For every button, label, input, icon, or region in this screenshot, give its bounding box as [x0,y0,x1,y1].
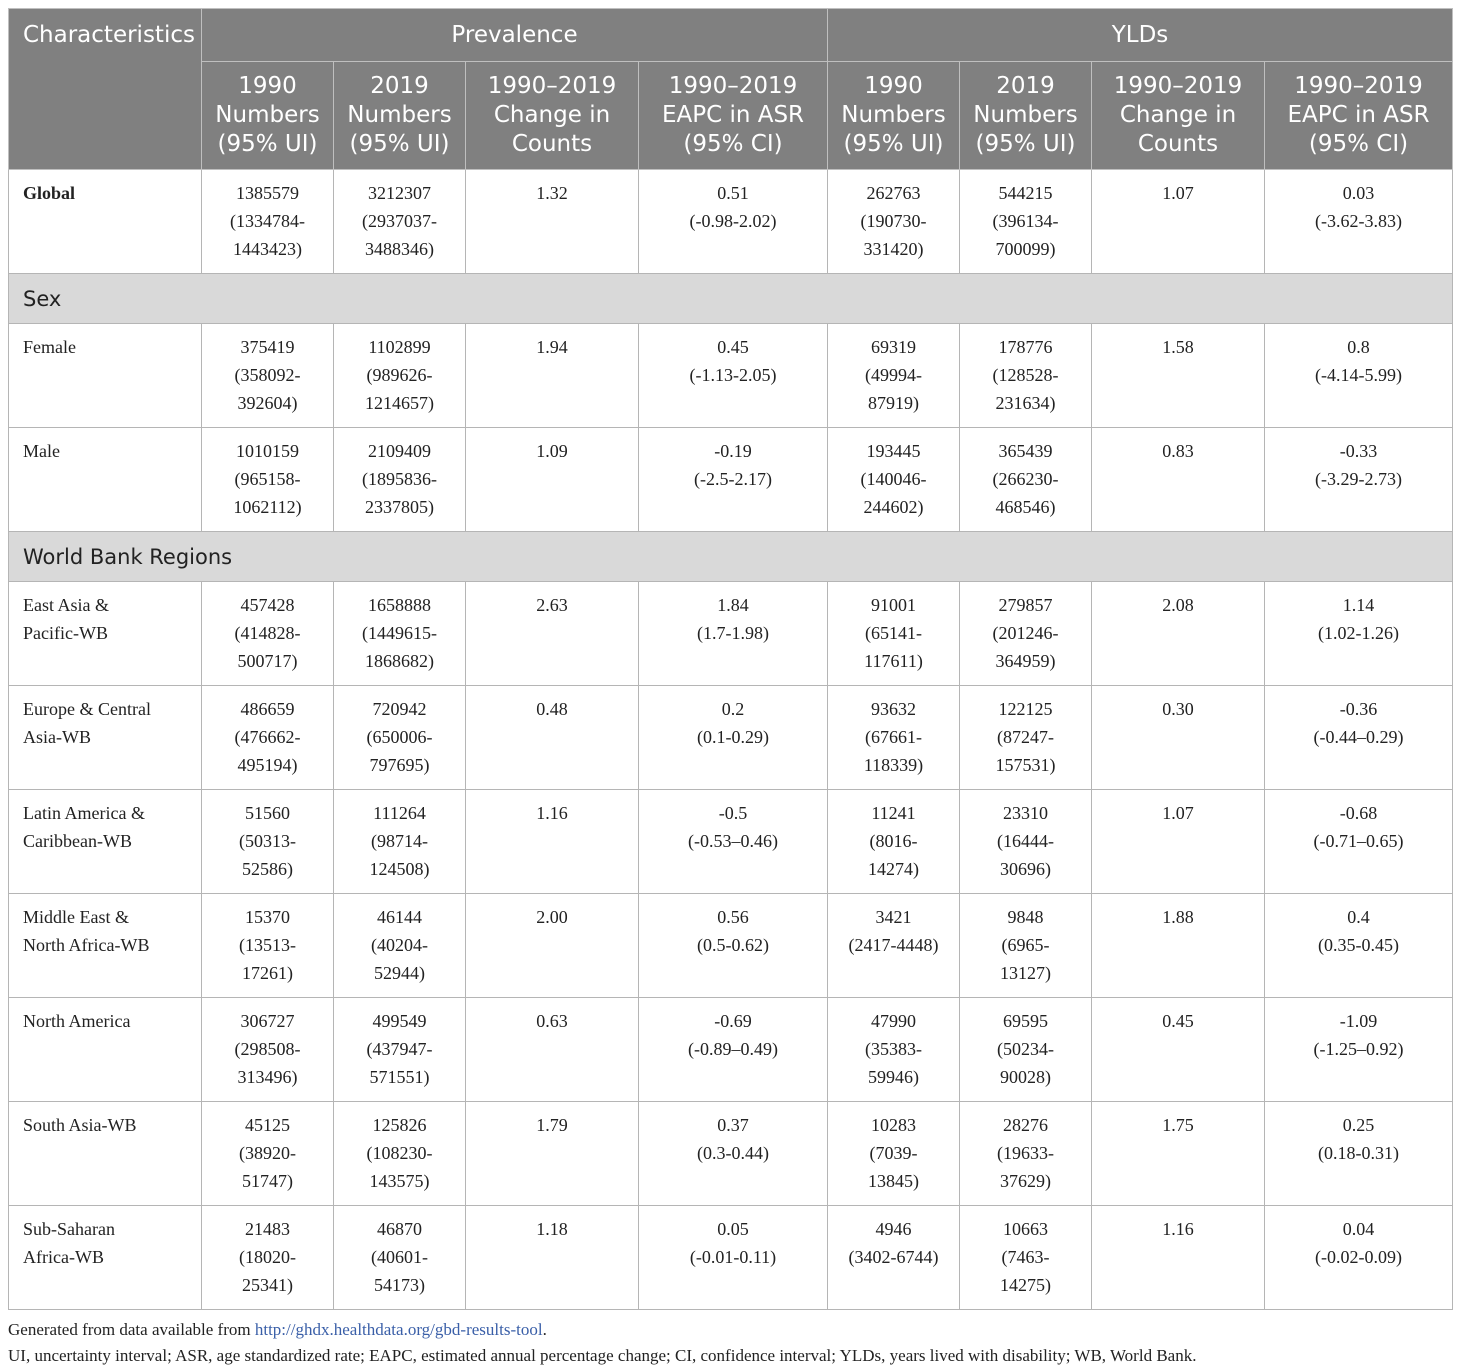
table-row [9,686,1453,790]
source-note [8,1317,1452,1343]
table-row [9,894,1453,998]
table-row [9,790,1453,894]
row-label: Global [9,170,202,274]
column-header: 1990–2019 Change in Counts [466,62,639,170]
table-cell: 69319 (49994- 87919) [828,324,960,428]
table-row [9,170,1453,274]
row-label: Europe & Central Asia-WB [9,686,202,790]
table-cell: 1.07 [1092,170,1265,274]
table-cell: 1.09 [466,428,639,532]
table-cell: 365439 (266230- 468546) [960,428,1092,532]
table-cell: 178776 (128528- 231634) [960,324,1092,428]
table-cell: 122125 (87247- 157531) [960,686,1092,790]
table-row [9,428,1453,532]
table-cell: 93632 (67661- 118339) [828,686,960,790]
table-cell: 0.04 (-0.02-0.09) [1265,1206,1453,1310]
table-cell: 51560 (50313- 52586) [202,790,334,894]
table-cell: 1102899 (989626- 1214657) [334,324,466,428]
table-cell: 457428 (414828- 500717) [202,582,334,686]
table-cell: 15370 (13513- 17261) [202,894,334,998]
table-cell: 486659 (476662- 495194) [202,686,334,790]
section-row [9,274,1453,324]
section-label: World Bank Regions [9,532,1453,582]
table-cell: 0.51 (-0.98-2.02) [639,170,828,274]
subheader-row [9,62,1453,170]
table-body [9,170,1453,1310]
table-cell: 306727 (298508- 313496) [202,998,334,1102]
table-cell: 193445 (140046- 244602) [828,428,960,532]
row-label: East Asia & Pacific-WB [9,582,202,686]
table-cell: 1.14 (1.02-1.26) [1265,582,1453,686]
table-cell: 23310 (16444- 30696) [960,790,1092,894]
table-cell: -0.69 (-0.89–0.49) [639,998,828,1102]
table-cell: -0.33 (-3.29-2.73) [1265,428,1453,532]
table-cell: -0.68 (-0.71–0.65) [1265,790,1453,894]
table-cell: 1385579 (1334784- 1443423) [202,170,334,274]
table-cell: 0.63 [466,998,639,1102]
table-row [9,324,1453,428]
column-header: 2019 Numbers (95% UI) [334,62,466,170]
table-cell: 375419 (358092- 392604) [202,324,334,428]
table-cell: 91001 (65141- 117611) [828,582,960,686]
table-cell: 69595 (50234- 90028) [960,998,1092,1102]
table-cell: 3421 (2417-4448) [828,894,960,998]
table-cell: 1658888 (1449615- 1868682) [334,582,466,686]
table-row [9,1206,1453,1310]
table-cell: 720942 (650006- 797695) [334,686,466,790]
table-cell: 0.30 [1092,686,1265,790]
table-cell: 499549 (437947- 571551) [334,998,466,1102]
row-label: Male [9,428,202,532]
table-cell: 0.8 (-4.14-5.99) [1265,324,1453,428]
table-cell: 4946 (3402-6744) [828,1206,960,1310]
table-cell: 0.25 (0.18-0.31) [1265,1102,1453,1206]
table-cell: 9848 (6965- 13127) [960,894,1092,998]
row-label: North America [9,998,202,1102]
section-row [9,532,1453,582]
table-cell: 0.37 (0.3-0.44) [639,1102,828,1206]
table-cell: 2.00 [466,894,639,998]
table-cell: 1.18 [466,1206,639,1310]
table-cell: -1.09 (-1.25–0.92) [1265,998,1453,1102]
table-cell: 46144 (40204- 52944) [334,894,466,998]
table-cell: 279857 (201246- 364959) [960,582,1092,686]
row-label: Female [9,324,202,428]
table-cell: 0.56 (0.5-0.62) [639,894,828,998]
table-footnote [8,1317,1452,1369]
table-cell: 1.88 [1092,894,1265,998]
table-cell: 1.32 [466,170,639,274]
table-cell: 10283 (7039- 13845) [828,1102,960,1206]
table-cell: 1.75 [1092,1102,1265,1206]
table-row [9,582,1453,686]
table-cell: 2.63 [466,582,639,686]
table-cell: 1.16 [466,790,639,894]
table-cell: 262763 (190730- 331420) [828,170,960,274]
table-row [9,998,1453,1102]
row-label: Sub-Saharan Africa-WB [9,1206,202,1310]
table-cell: 2.08 [1092,582,1265,686]
table-cell: 1.84 (1.7-1.98) [639,582,828,686]
table-row [9,1102,1453,1206]
table-cell: 1.94 [466,324,639,428]
source-link[interactable]: http://ghdx.healthdata.org/gbd-results-tool [254,1320,543,1339]
section-label: Sex [9,274,1453,324]
column-header: 2019 Numbers (95% UI) [960,62,1092,170]
table-cell: 125826 (108230- 143575) [334,1102,466,1206]
table-cell: -0.36 (-0.44–0.29) [1265,686,1453,790]
table-cell: 28276 (19633- 37629) [960,1102,1092,1206]
table-cell: 0.48 [466,686,639,790]
column-header: 1990 Numbers (95% UI) [202,62,334,170]
row-label: Latin America & Caribbean-WB [9,790,202,894]
data-table [8,8,1453,1310]
source-prefix: Generated from data available from [8,1320,255,1339]
column-header: 1990–2019 EAPC in ASR (95% CI) [1265,62,1453,170]
table-cell: 1.58 [1092,324,1265,428]
row-label: Middle East & North Africa-WB [9,894,202,998]
table-cell: 1010159 (965158- 1062112) [202,428,334,532]
table-cell: 0.05 (-0.01-0.11) [639,1206,828,1310]
column-header: 1990–2019 Change in Counts [1092,62,1265,170]
table-cell: 0.45 (-1.13-2.05) [639,324,828,428]
table-cell: -0.5 (-0.53–0.46) [639,790,828,894]
table-cell: 45125 (38920- 51747) [202,1102,334,1206]
table-cell: 21483 (18020- 25341) [202,1206,334,1310]
table-cell: 0.2 (0.1-0.29) [639,686,828,790]
table-cell: 2109409 (1895836- 2337805) [334,428,466,532]
table-cell: 1.16 [1092,1206,1265,1310]
table-cell: 11241 (8016- 14274) [828,790,960,894]
abbreviations-note: UI, uncertainty interval; ASR, age standardized rate; EAPC, estimated annual percentage change; CI, confidence interval; YLDs, years lived with disability; WB, World Bank. [8,1346,1197,1365]
header-characteristics: Characteristics [9,9,202,170]
table-cell: 46870 (40601- 54173) [334,1206,466,1310]
table-cell: 0.03 (-3.62-3.83) [1265,170,1453,274]
column-header: 1990–2019 EAPC in ASR (95% CI) [639,62,828,170]
table-cell: 0.4 (0.35-0.45) [1265,894,1453,998]
table-container [8,8,1452,1369]
table-cell: 0.45 [1092,998,1265,1102]
table-cell: 47990 (35383- 59946) [828,998,960,1102]
table-cell: 1.07 [1092,790,1265,894]
table-cell: -0.19 (-2.5-2.17) [639,428,828,532]
table-cell: 111264 (98714- 124508) [334,790,466,894]
table-cell: 1.79 [466,1102,639,1206]
header-prevalence: Prevalence [202,9,828,62]
header-ylds: YLDs [828,9,1453,62]
table-cell: 0.83 [1092,428,1265,532]
source-suffix: . [542,1320,547,1339]
table-cell: 544215 (396134- 700099) [960,170,1092,274]
table-cell: 3212307 (2937037- 3488346) [334,170,466,274]
table-cell: 10663 (7463- 14275) [960,1206,1092,1310]
column-header: 1990 Numbers (95% UI) [828,62,960,170]
row-label: South Asia-WB [9,1102,202,1206]
